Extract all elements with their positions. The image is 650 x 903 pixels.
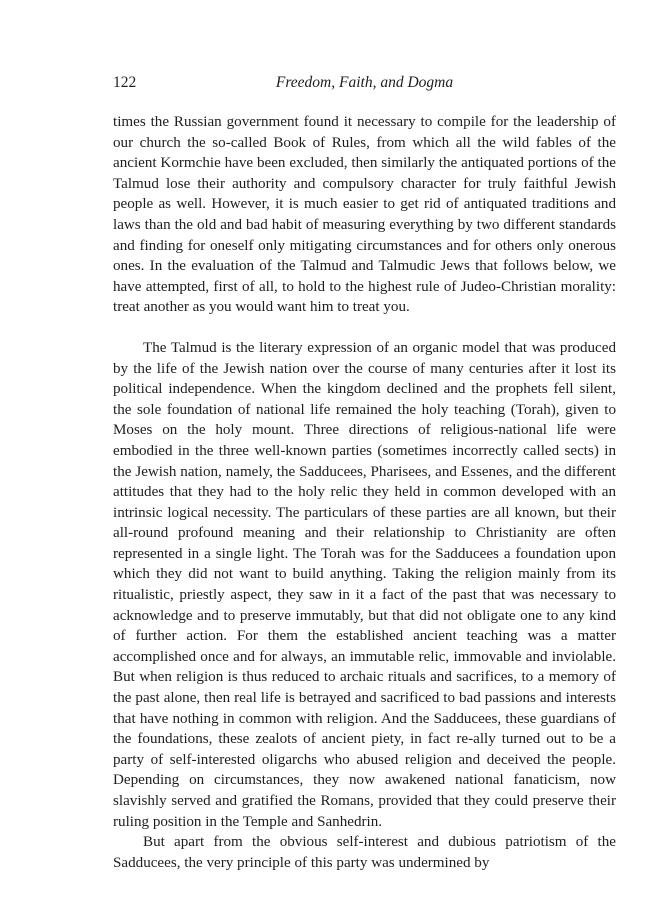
paragraph: But apart from the obvious self-interest and dubious patriotism of the Sadducees, the very principle of this party was undermined by bbox=[113, 834, 616, 871]
page-number: 122 bbox=[113, 74, 137, 91]
running-title: Freedom, Faith, and Dogma bbox=[275, 74, 454, 91]
paragraph: The Talmud is the literary expression of an organic model that was produced by the life of the Jewish nation over the course of many centuries after it lost its political independence. When the kingdom declined and the prophets fell silent, the sole foundation of national life remained the holy teaching (Torah), given to Moses on the holy mount. Three directions of religious-national life were embodied in the three well-known parties (sometimes incorrectly called sects) in the Jewish nation, namely, the Sadducees, Pharisees, and Essenes, and the different attitudes that they had to the holy relic they held in common developed with an intrinsic logical necessity. The particulars of these parties are all known, but their all-round profound meaning and their relationship to Christianity are often represented in a single light. The Torah was for the Sadducees a foundation upon which they did not want to build anything. Taking the religion mainly from its ritualistic, priestly aspect, they saw in it a fact of the past that was necessary to acknowledge and to preserve immutably, but that did not obligate one to any kind of further action. For them the established ancient teaching was a matter accomplished once and for always, an immutable relic, immovable and inviolable. But when religion is thus reduced to archaic rituals and sacrifices, to a memory of the past alone, then real life is betrayed and sacrificed to bad passions and interests that have nothing in common with religion. And the Sadducees, these guardians of the foundations, these zealots of ancient piety, in fact re-ally turned out to be a party of self-interested oligarchs who abused religion and deceived the people. Depending on circumstances, they now awakened national fanaticism, now slavishly served and gratified the Romans, provided that they could preserve their ruling position in the Temple and Sanhedrin. bbox=[113, 339, 616, 830]
body-text bbox=[113, 112, 616, 873]
page-header bbox=[113, 74, 616, 98]
paragraph: times the Russian government found it necessary to compile for the leadership of our church the so-called Book of Rules, from which all the wild fables of the ancient Kormchie have been excluded, then similarly the antiquated portions of the Talmud lose their authority and compulsory character for truly faithful Jewish people as well. However, it is much easier to get rid of antiquated traditions and laws than the old and bad habit of measuring everything by two different standards and finding for oneself only mitigating circumstances and for others only onerous ones. In the evaluation of the Talmud and Talmudic Jews that follows below, we have attempted, first of all, to hold to the highest rule of Judeo-Christian morality: treat another as you would want him to treat you. bbox=[113, 114, 616, 316]
